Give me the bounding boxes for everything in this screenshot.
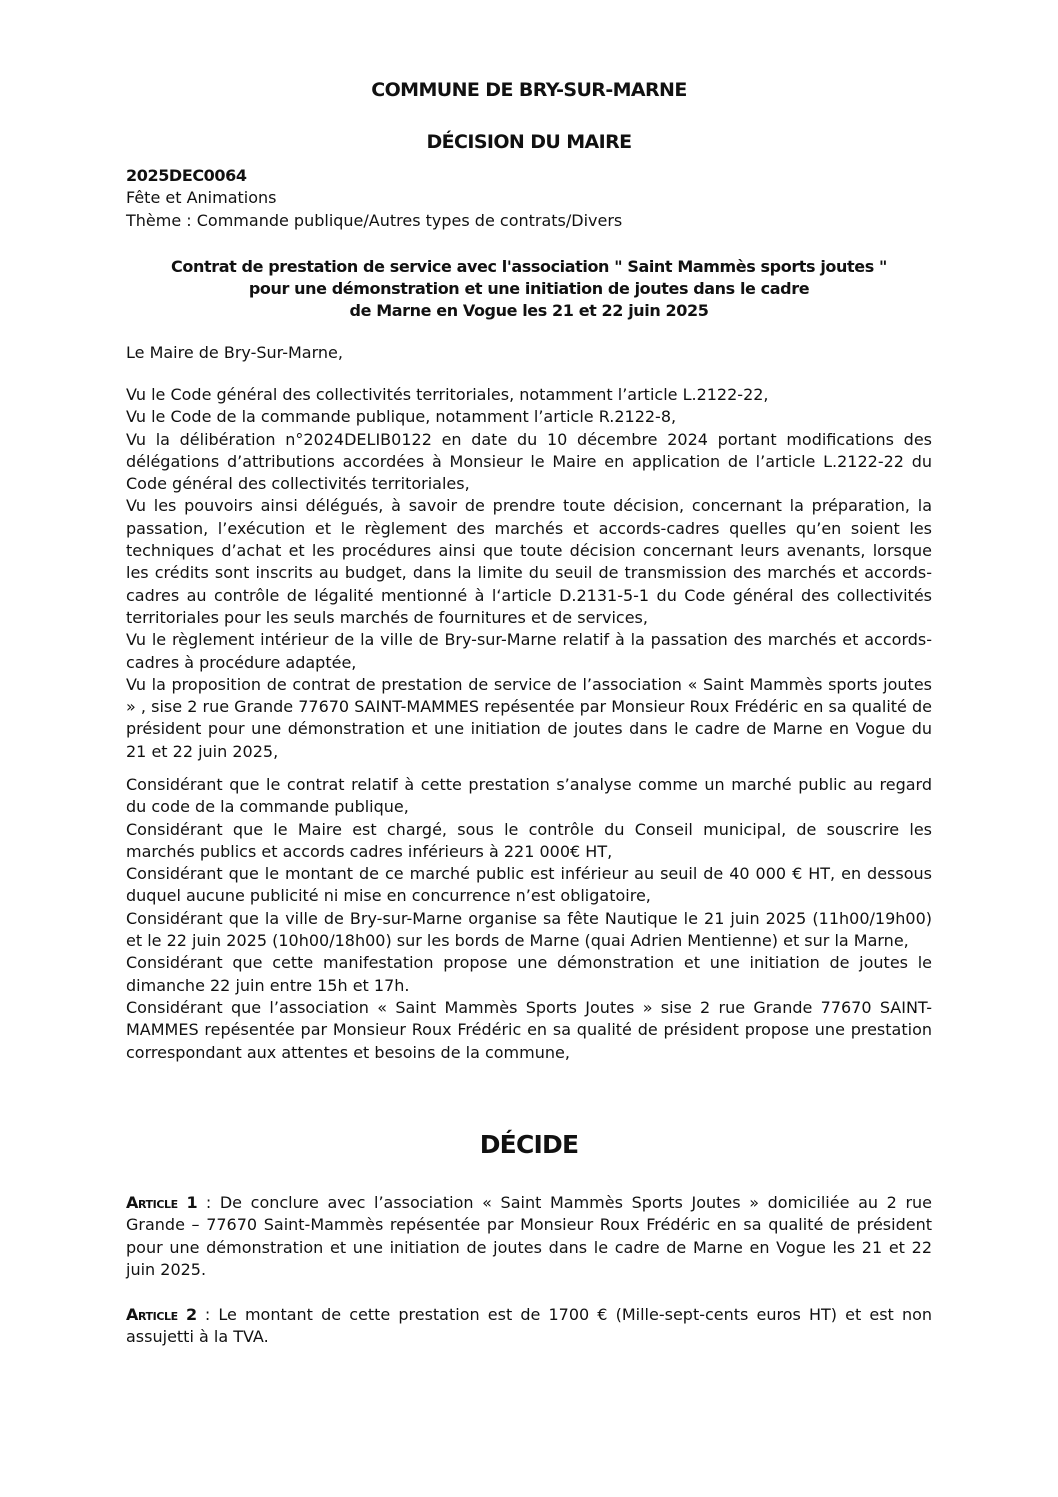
article-1 [126,1192,932,1281]
decision-meta [126,165,932,232]
decide-heading: DÉCIDE [479,1130,579,1159]
vu-paragraph: Vu la délibération n°2024DELIB0122 en date du 10 décembre 2024 portant modifications des délégations d’attributions accordées à Monsieur le Maire en application de l’article L.2122-22 du Code général des collectivités territoriales, [126,429,932,494]
article-2 [126,1304,932,1349]
subject-line: Contrat de prestation de service avec l'association " Saint Mammès sports joutes " [171,257,887,276]
considerant-paragraph: Considérant que cette manifestation propose une démonstration et une initiation de joutes le dimanche 22 juin entre 15h et 17h. [126,953,932,995]
considerant-paragraph: Considérant que la ville de Bry-sur-Marne organise sa fête Nautique le 21 juin 2025 (11h00/19h00) et le 22 juin 2025 (10h00/18h00) sur les bords de Marne (quai Adrien Mentienne) et sur la Marne, [126,908,932,951]
article-separator: : [197,1193,220,1212]
theme-line: Thème : Commande publique/Autres types de contrats/Divers [126,210,623,230]
vu-paragraph: Vu la proposition de contrat de prestation de service de l’association « Saint Mammès sports joutes » , sise 2 rue Grande 77670 SAINT-MAMMES repésentée par Monsieur Roux Frédéric en sa qualité de président pour une démonstration et une initiation de joutes dans le cadre de Marne en Vogue du 21 et 22 juin 2025, [126,674,932,761]
vu-section [126,384,932,763]
article-label: Article 1 [126,1193,198,1212]
article-separator: : [196,1305,219,1324]
considerant-paragraph: Considérant que le contrat relatif à cette prestation s’analyse comme un marché public au regard du code de la commande publique, [126,775,932,817]
considerant-paragraph: Considérant que le montant de ce marché public est inférieur au seuil de 40 000 € HT, en dessous duquel aucune publicité ni mise en concurrence n’est obligatoire, [126,864,932,906]
service-name: Fête et Animations [126,188,277,208]
subject-line: de Marne en Vogue les 21 et 22 juin 2025 [349,301,709,320]
vu-paragraph: Vu le Code général des collectivités territoriales, notamment l’article L.2122-22, [126,385,769,404]
article-text: De conclure avec l’association « Saint Mammès Sports Joutes » domiciliée au 2 rue Grande – 77670 Saint-Mammès repésentée par Monsieur Roux Frédéric en sa qualité de président pour une démonstration et une initiation de joutes dans le cadre de Marne en Vogue les 21 et 22 juin 2025. [126,1193,933,1279]
subject-line: pour une démonstration et une initiation de joutes dans le cadre [248,279,810,298]
considerant-section [126,774,932,1064]
decision-subject [126,256,932,322]
vu-paragraph: Vu le règlement intérieur de la ville de Bry-sur-Marne relatif à la passation des marchés et accords-cadres à procédure adaptée, [126,630,932,672]
vu-paragraph: Vu le Code de la commande publique, notamment l’article R.2122-8, [126,407,677,427]
commune-heading: COMMUNE DE BRY-SUR-MARNE [371,79,687,101]
decision-reference: 2025DEC0064 [126,166,247,185]
intro-line: Le Maire de Bry-Sur-Marne, [126,343,343,362]
article-text: Le montant de cette prestation est de 1700 € (Mille-sept-cents euros HT) et est non assujetti à la TVA. [126,1305,933,1347]
considerant-paragraph: Considérant que l’association « Saint Mammès Sports Joutes » sise 2 rue Grande 77670 SAINT-MAMMES repésentée par Monsieur Roux Frédéric en sa qualité de président propose une prestation correspondant aux attentes et besoins de la commune, [126,997,932,1062]
vu-paragraph: Vu les pouvoirs ainsi délégués, à savoir de prendre toute décision, concernant la préparation, la passation, l’exécution et le règlement des marchés et accords-cadres quelles qu’en soient les techniques d’achat et les procédures ainsi que toute décision concernant leurs avenants, lorsque les crédits sont inscrits au budget, dans la limite du seuil de transmission des marchés et accords-cadres au contrôle de légalité mentionné à l‘article D.2131-5-1 du Code général des collectivités territoriales pour les seuls marchés de fournitures et de services, [126,496,932,627]
article-label: Article 2 [126,1305,197,1324]
decision-title: DÉCISION DU MAIRE [426,131,632,153]
considerant-paragraph: Considérant que le Maire est chargé, sous le contrôle du Conseil municipal, de souscrire les marchés publics et accords cadres inférieurs à 221 000€ HT, [126,819,932,861]
